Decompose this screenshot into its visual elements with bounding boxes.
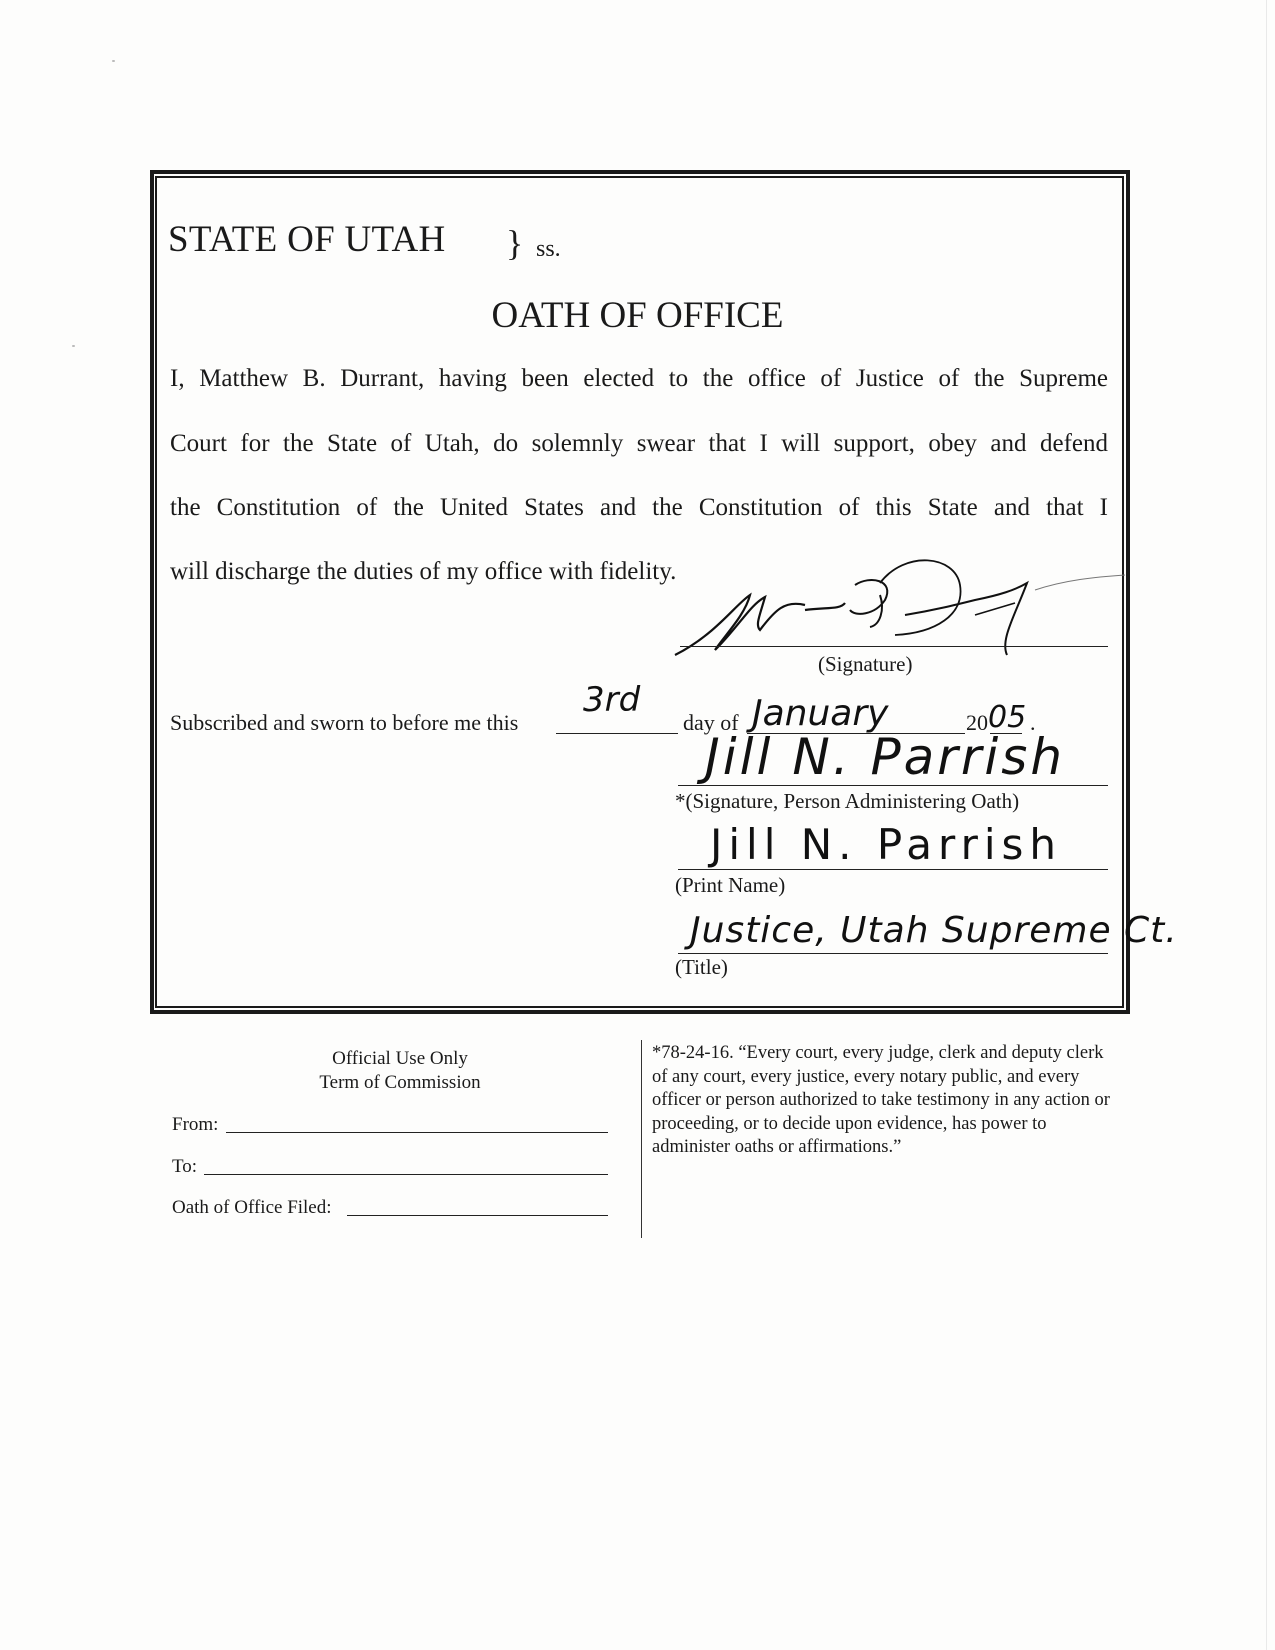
venue-brace: } — [506, 223, 524, 263]
administrator-signature-label: *(Signature, Person Administering Oath) — [675, 789, 1020, 813]
subscribed-text: Subscribed and sworn to before me this — [170, 710, 519, 735]
signature-label: (Signature) — [818, 652, 913, 676]
filed-label: Oath of Office Filed: — [172, 1197, 332, 1218]
title-handwritten: Justice, Utah Supreme Ct. — [690, 910, 1178, 951]
oath-text-line: I, Matthew B. Durrant, having been elected to the office of Justice of the Supreme — [170, 365, 1108, 392]
administrator-signature: Jill N. Parrish — [705, 728, 1066, 786]
to-line[interactable] — [204, 1174, 608, 1175]
year-handwritten: 05 — [988, 700, 1027, 735]
from-line[interactable] — [226, 1132, 608, 1133]
filed-line[interactable] — [347, 1215, 608, 1216]
oath-text-line: Court for the State of Utah, do solemnly swear that I will support, obey and defend — [170, 430, 1108, 457]
venue-abbrev: ss. — [536, 236, 561, 262]
document-title: OATH OF OFFICE — [491, 295, 784, 336]
from-label: From: — [172, 1114, 219, 1135]
statute-note: *78-24-16. “Every court, every judge, clerk and deputy clerk of any court, every justice, every notary public, and every officer or person authorized to take testimony in any action or proceeding, or to decide upon evidence, has power to administer oaths or affirmations.” — [652, 1043, 1110, 1157]
year-suffix: . — [1030, 710, 1036, 735]
scan-edge — [1266, 0, 1267, 1650]
print-name-label: (Print Name) — [675, 873, 786, 897]
to-label: To: — [172, 1156, 198, 1177]
administrator-signature-line[interactable] — [678, 785, 1108, 786]
title-line[interactable] — [678, 953, 1108, 954]
title-label: (Title) — [675, 955, 728, 979]
term-of-commission-heading: Term of Commission — [319, 1072, 481, 1093]
scan-speck — [112, 60, 115, 62]
oath-text-line: the Constitution of the United States and the Constitution of this State and that I — [170, 494, 1108, 521]
state-heading: STATE OF UTAH — [168, 219, 446, 260]
section-divider — [641, 1040, 642, 1238]
print-name-line[interactable] — [678, 869, 1108, 870]
print-name-handwritten: Jill N. Parrish — [710, 820, 1063, 869]
official-use-heading: Official Use Only — [332, 1048, 468, 1069]
month-handwritten: January — [752, 693, 889, 734]
day-handwritten: 3rd — [583, 680, 641, 720]
day-line[interactable] — [556, 733, 678, 734]
signature-line[interactable] — [680, 646, 1108, 647]
year-prefix: 20 — [966, 710, 988, 735]
oath-text-line: will discharge the duties of my office with fidelity. — [170, 558, 677, 585]
scan-speck — [72, 345, 75, 347]
affiant-signature-drawing — [655, 555, 1135, 665]
day-of-label: day of — [683, 710, 739, 735]
